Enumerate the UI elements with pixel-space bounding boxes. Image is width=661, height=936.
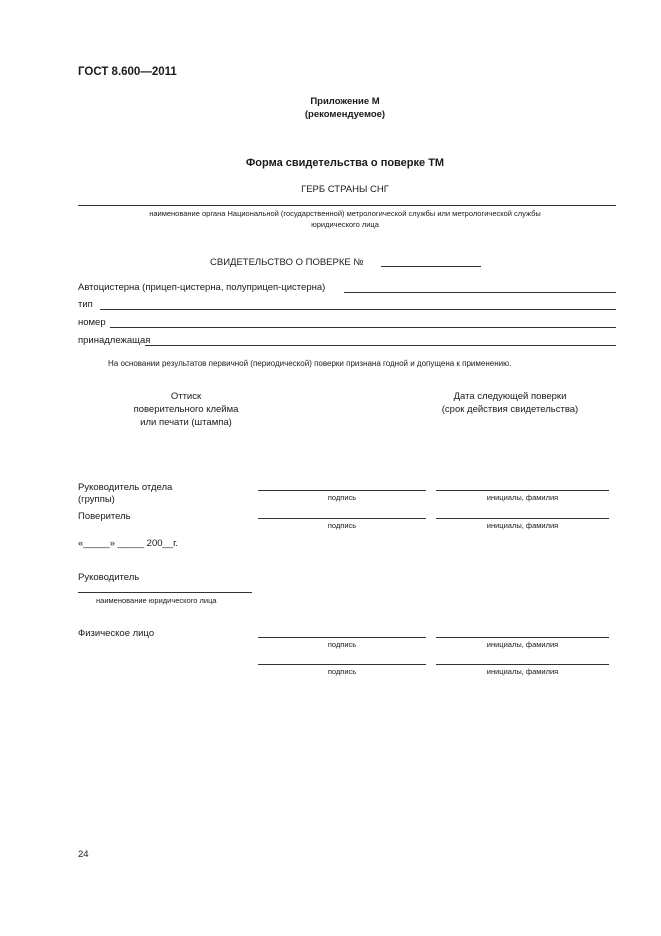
individual-initials-caption-2: инициалы, фамилия — [486, 667, 559, 676]
individual-initials-line — [436, 637, 609, 638]
individual-initials-caption: инициалы, фамилия — [486, 640, 559, 649]
organization-caption-line2: юридического лица — [311, 220, 379, 229]
legal-entity-line — [78, 592, 252, 593]
verifier-initials-caption: инициалы, фамилия — [486, 521, 559, 530]
verifier-label: Поверитель — [78, 511, 131, 522]
field-line-number — [110, 327, 616, 328]
legal-entity-caption: наименование юридического лица — [96, 596, 217, 605]
dept-head-signature-line — [258, 490, 426, 491]
appendix-title: Приложение М — [310, 96, 380, 107]
dept-head-initials-line — [436, 490, 609, 491]
coat-of-arms-placeholder: ГЕРБ СТРАНЫ СНГ — [301, 184, 389, 195]
form-title: Форма свидетельства о поверке ТМ — [245, 157, 445, 169]
stamp-label-line3: или печати (штампа) — [140, 417, 232, 428]
page-number: 24 — [78, 849, 89, 860]
field-label-owner: принадлежащая — [78, 335, 151, 346]
dept-head-label: Руководитель отдела — [78, 482, 173, 493]
field-label-tanker: Автоцистерна (прицеп-цистерна, полуприцеп-цистерна) — [78, 282, 326, 293]
certificate-number-line — [381, 266, 481, 267]
verifier-signature-caption: подпись — [327, 521, 357, 530]
individual-label: Физическое лицо — [78, 628, 155, 639]
individual-signature-line-2 — [258, 664, 426, 665]
organization-caption-line1: наименование органа Национальной (государственной) метрологической службы или метрологической службы — [149, 209, 541, 218]
appendix-note: (рекомендуемое) — [304, 109, 386, 120]
dept-head-initials-caption: инициалы, фамилия — [486, 493, 559, 502]
individual-signature-line — [258, 637, 426, 638]
basis-statement: На основании результатов первичной (периодической) поверки признана годной и допущена к применению. — [108, 359, 512, 368]
verifier-initials-line — [436, 518, 609, 519]
stamp-label-line2: поверительного клейма — [133, 404, 239, 415]
next-check-label-line2: (срок действия свидетельства) — [441, 404, 579, 415]
individual-initials-line-2 — [436, 664, 609, 665]
field-line-type — [100, 309, 616, 310]
head-label: Руководитель — [78, 572, 140, 583]
dept-head-group-label: (группы) — [78, 494, 115, 505]
individual-signature-caption-2: подпись — [327, 667, 357, 676]
stamp-label-line1: Оттиск — [170, 391, 202, 402]
field-label-number: номер — [78, 317, 106, 328]
field-line-tanker — [344, 292, 616, 293]
certificate-title: СВИДЕТЕЛЬСТВО О ПОВЕРКЕ № — [210, 257, 364, 268]
issue-date-line: «_____» _____ 200__г. — [78, 538, 179, 549]
field-line-owner — [145, 345, 616, 346]
verifier-signature-line — [258, 518, 426, 519]
individual-signature-caption: подпись — [327, 640, 357, 649]
organization-name-line — [78, 205, 616, 206]
document-standard-header: ГОСТ 8.600—2011 — [78, 66, 177, 78]
field-label-type: тип — [78, 299, 93, 310]
next-check-label-line1: Дата следующей поверки — [453, 391, 567, 402]
dept-head-signature-caption: подпись — [327, 493, 357, 502]
